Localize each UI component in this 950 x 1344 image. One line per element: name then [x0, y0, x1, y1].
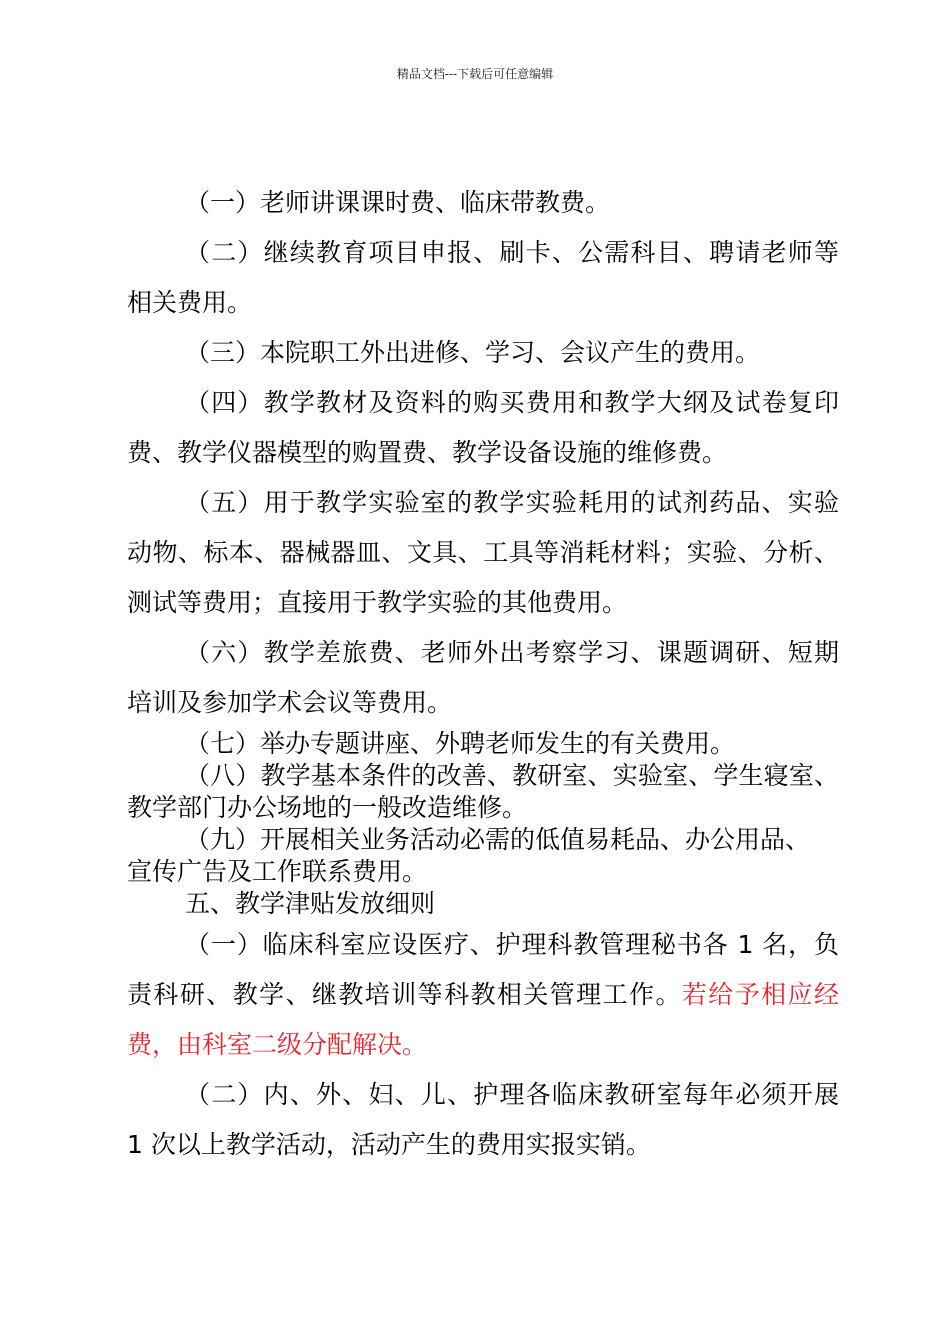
paragraph-line: 测试等费用；直接用于教学实验的其他费用。 [127, 588, 628, 617]
paragraph-line: 宣传广告及工作联系费用。 [127, 857, 428, 886]
page-header: 精品文档---下载后可任意编辑 [396, 67, 554, 81]
paragraph-line: （八）教学基本条件的改善、教研室、实验室、学生寝室、 [185, 761, 839, 790]
paragraph-line: （二）内、外、妇、儿、护理各临床教研室每年必须开展 [185, 1080, 839, 1109]
paragraph-line: 相关费用。 [127, 288, 253, 317]
paragraph-line: （五）用于教学实验室的教学实验耗用的试剂药品、实验 [185, 488, 839, 517]
paragraph-line: 培训及参加学术会议等费用。 [127, 688, 453, 717]
paragraph-line: （六）教学差旅费、老师外出考察学习、课题调研、短期 [185, 638, 839, 667]
paragraph-line: （一）老师讲课课时费、临床带教费。 [185, 188, 611, 217]
paragraph-line [127, 980, 839, 1010]
highlighted-line: 费，由科室二级分配解决。 [127, 1030, 428, 1059]
paragraph-line: （三）本院职工外出进修、学习、会议产生的费用。 [185, 338, 761, 367]
paragraph-line: 动物、标本、器械器皿、文具、工具等消耗材料；实验、分析、 [127, 538, 839, 567]
paragraph-line: （一）临床科室应设医疗、护理科教管理秘书各 1 名，负 [185, 930, 839, 959]
paragraph-line: （二）继续教育项目申报、刷卡、公需科目、聘请老师等 [185, 238, 839, 267]
paragraph-line: （四）教学教材及资料的购买费用和教学大纲及试卷复印 [185, 388, 839, 417]
section-heading: 五、教学津贴发放细则 [185, 889, 436, 918]
paragraph-line: （七）举办专题讲座、外聘老师发生的有关费用。 [185, 729, 736, 758]
highlighted-text: 若给予相应经 [681, 980, 839, 1009]
paragraph-text: 责科研、教学、继教培训等科教相关管理工作。 [127, 980, 682, 1009]
paragraph-line: 1 次以上教学活动，活动产生的费用实报实销。 [127, 1130, 651, 1159]
paragraph-line: （九）开展相关业务活动必需的低值易耗品、办公用品、 [185, 825, 811, 854]
paragraph-line: 费、教学仪器模型的购置费、教学设备设施的维修费。 [127, 438, 728, 467]
paragraph-line: 教学部门办公场地的一般改造维修。 [127, 793, 528, 822]
